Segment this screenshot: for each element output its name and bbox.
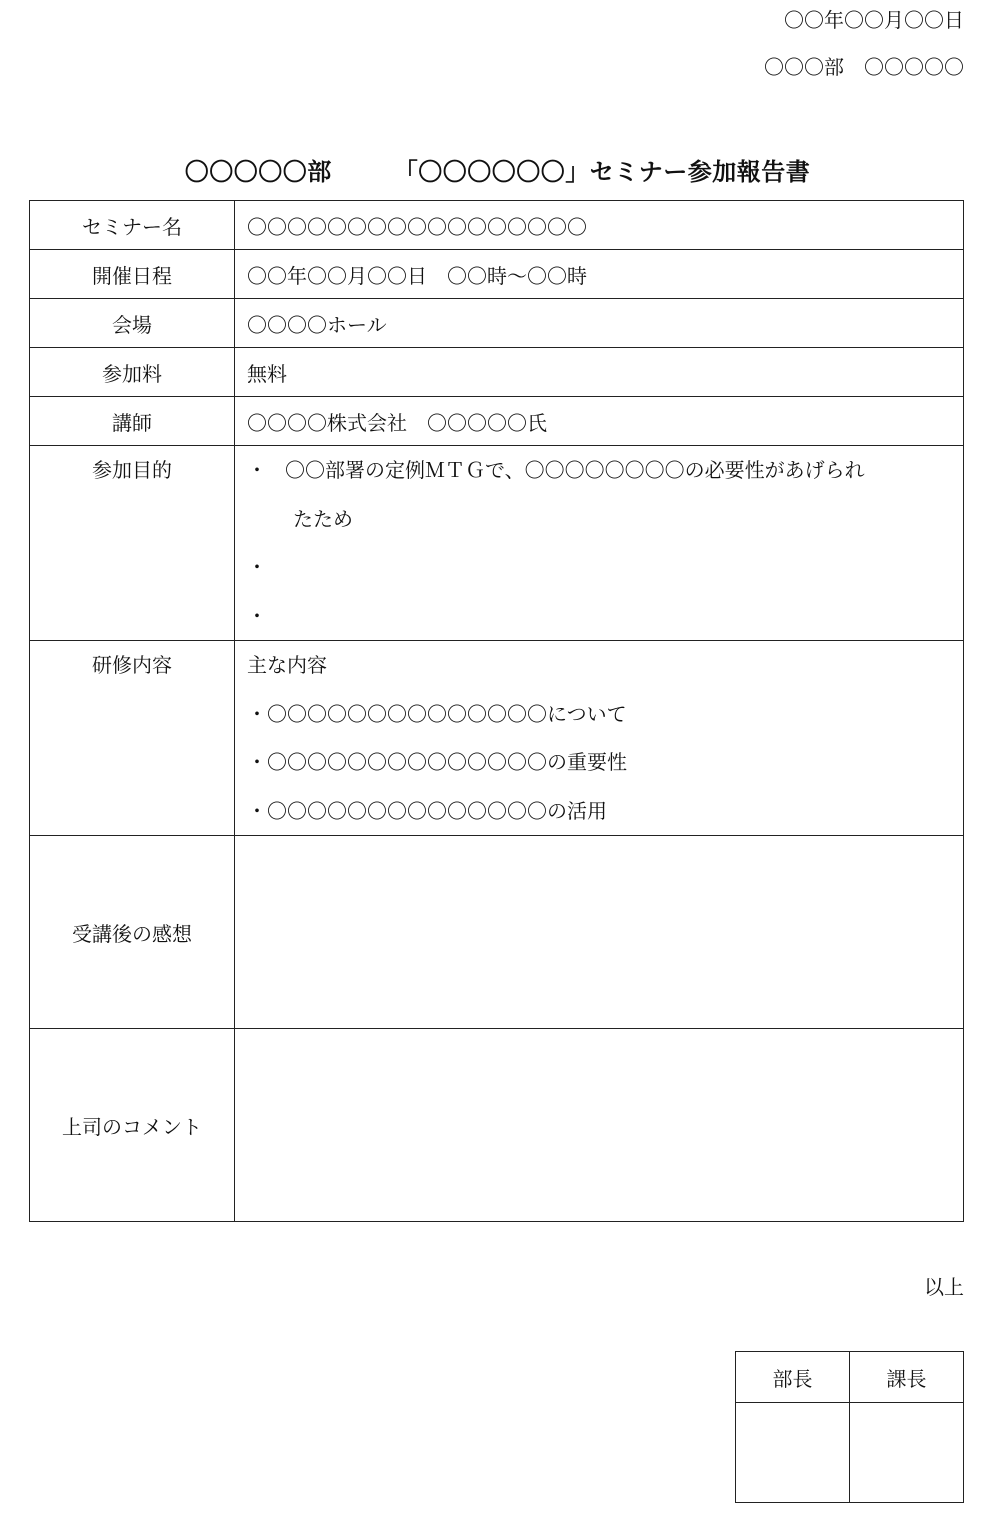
- list-item: [247, 543, 963, 592]
- report-author: 〇〇〇部 〇〇〇〇〇: [764, 55, 964, 79]
- approval-header-row: [736, 1352, 964, 1403]
- label-impressions: 受講後の感想: [30, 836, 235, 1029]
- purpose-item-1-continued: たため: [293, 506, 353, 531]
- label-lecturer: 講師: [30, 397, 235, 446]
- bullet: ・: [247, 603, 267, 628]
- content-heading: 主な内容: [247, 653, 327, 677]
- table-row-impressions: [30, 836, 964, 1029]
- title-department: 〇〇〇〇〇部: [184, 157, 332, 186]
- table-row-content: [30, 641, 964, 836]
- table-row-lecturer: [30, 397, 964, 446]
- table-row-seminar-name: [30, 201, 964, 250]
- content-item-3: ・〇〇〇〇〇〇〇〇〇〇〇〇〇〇の活用: [247, 798, 607, 823]
- label-purpose-cell: [30, 446, 235, 641]
- title-main: 「〇〇〇〇〇〇」セミナー参加報告書: [393, 157, 811, 186]
- value-supervisor-comment[interactable]: [235, 1029, 964, 1222]
- approval-label-manager: 部長: [736, 1352, 850, 1403]
- label-schedule: 開催日程: [30, 250, 235, 299]
- label-content: 研修内容: [92, 653, 172, 677]
- content-item-2: ・〇〇〇〇〇〇〇〇〇〇〇〇〇〇の重要性: [247, 750, 627, 774]
- list-item: [247, 592, 963, 641]
- label-purpose: 参加目的: [92, 458, 172, 482]
- value-venue: 〇〇〇〇ホール: [235, 299, 964, 348]
- report-table: [29, 200, 964, 1222]
- table-row-venue: [30, 299, 964, 348]
- list-item: [247, 446, 963, 495]
- approval-stamp-table: [735, 1351, 964, 1503]
- label-venue: 会場: [30, 299, 235, 348]
- stamp-box-manager[interactable]: [736, 1403, 850, 1503]
- value-lecturer: 〇〇〇〇株式会社 〇〇〇〇〇氏: [235, 397, 964, 446]
- closing-text: 以上: [924, 1275, 964, 1299]
- label-supervisor-comment: 上司のコメント: [30, 1029, 235, 1222]
- value-impressions[interactable]: [235, 836, 964, 1029]
- bullet: ・: [247, 555, 267, 579]
- label-seminar-name: セミナー名: [30, 201, 235, 250]
- approval-label-section-chief: 課長: [850, 1352, 964, 1403]
- approval-stamp-row: [736, 1403, 964, 1503]
- table-row-supervisor-comment: [30, 1029, 964, 1222]
- value-purpose: [235, 446, 964, 641]
- value-seminar-name: 〇〇〇〇〇〇〇〇〇〇〇〇〇〇〇〇〇: [235, 201, 964, 250]
- stamp-box-section-chief[interactable]: [850, 1403, 964, 1503]
- purpose-item-1: 〇〇部署の定例ＭＴＧで、〇〇〇〇〇〇〇〇の必要性があげられ: [285, 458, 865, 482]
- value-schedule: 〇〇年〇〇月〇〇日 〇〇時～〇〇時: [235, 250, 964, 299]
- table-row-fee: [30, 348, 964, 397]
- report-date: 〇〇年〇〇月〇〇日: [784, 8, 964, 32]
- table-row-schedule: [30, 250, 964, 299]
- value-fee: 無料: [235, 348, 964, 397]
- label-fee: 参加料: [30, 348, 235, 397]
- label-content-cell: [30, 641, 235, 836]
- table-row-purpose: [30, 446, 964, 641]
- content-item-1: ・〇〇〇〇〇〇〇〇〇〇〇〇〇〇について: [247, 701, 627, 726]
- page-title: [0, 152, 995, 187]
- value-content: [235, 641, 964, 836]
- bullet: ・: [247, 458, 267, 482]
